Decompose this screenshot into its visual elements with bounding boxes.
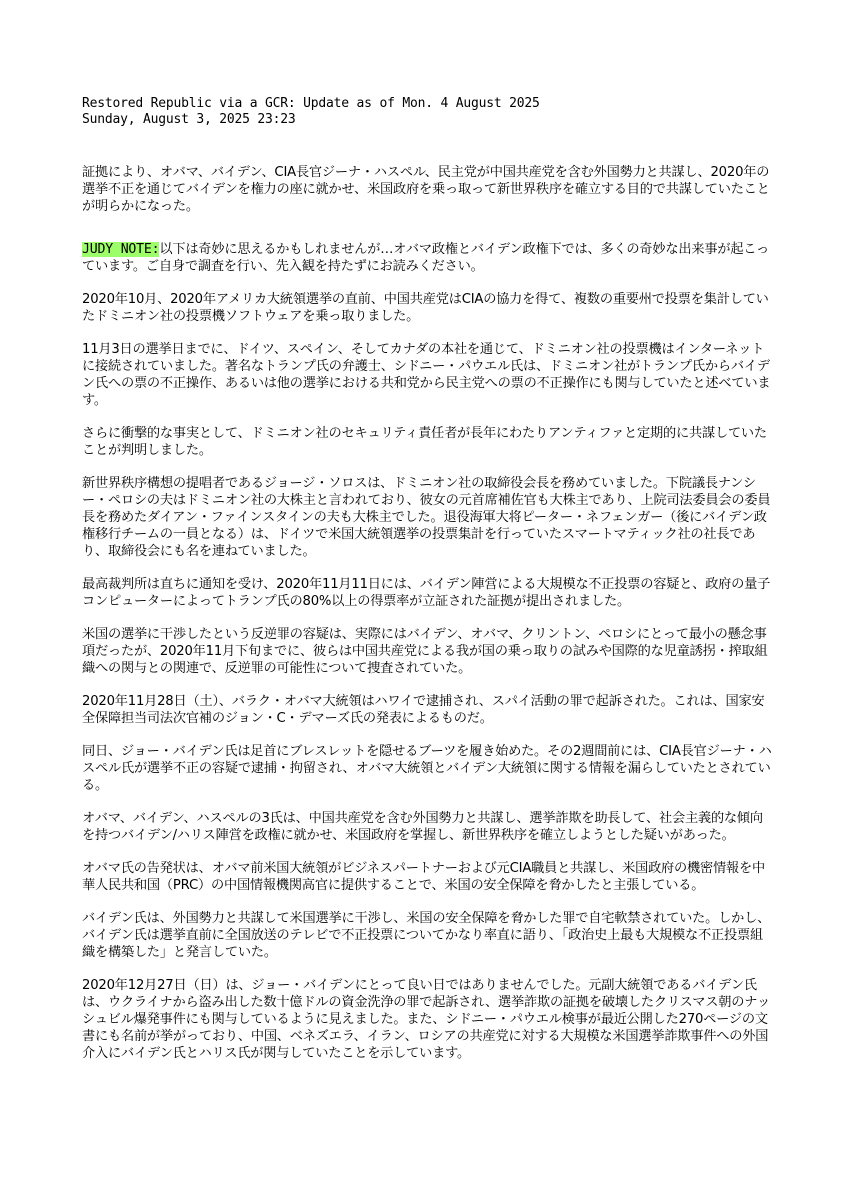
body-paragraph: オバマ、バイデン、ハスペルの3氏は、中国共産党を含む外国勢力と共謀し、選挙詐欺を助長して、社会主義的な傾向を持つバイデン/ハリス陣営を政権に就かせ、米国政府を掌握し、新世界秩序を確立しようとした疑いがあった。 xyxy=(82,811,763,843)
body-paragraph: 2020年10月、2020年アメリカ大統領選挙の直前、中国共産党はCIAの協力を得て、複数の重要州で投票を集計していたドミニオン社の投票機ソフトウェアを乗っ取りました。 xyxy=(82,292,769,324)
document-page xyxy=(82,96,772,1078)
body-paragraph: さらに衝撃的な事実として、ドミニオン社のセキュリティ責任者が長年にわたりアンティファと定期的に共謀していたことが判明しました。 xyxy=(82,426,767,458)
judy-note-paragraph xyxy=(82,241,772,275)
document-date: Sunday, August 3, 2025 23:23 xyxy=(82,112,296,127)
judy-note-label: JUDY NOTE: xyxy=(82,242,160,257)
intro-paragraph: 証拠により、オバマ、バイデン、CIA長官ジーナ・ハスペル、民主党が中国共産党を含む外国勢力と共謀し、2020年の選挙不正を通じてバイデンを権力の座に就かせ、米国政府を乗っ取って新世界秩序を確立する目的で共謀していたことが明らかになった。 xyxy=(82,165,770,214)
body-paragraph: 11月3日の選挙日までに、ドイツ、スペイン、そしてカナダの本社を通じて、ドミニオン社の投票機はインターネットに接続されていました。著名なトランプ氏の弁護士、シドニー・パウエル氏は、ドミニオン社がトランプ氏からバイデン氏への票の不正操作、あるいは他の選挙における共和党から民主党への票の不正操作にも関与していたと述べています。 xyxy=(82,342,771,408)
body-paragraph: 同日、ジョー・バイデン氏は足首にブレスレットを隠せるブーツを履き始めた。その2週間前には、CIA長官ジーナ・ハスペル氏が選挙不正の容疑で逮捕・拘留され、オバマ大統領とバイデン大統領に関する情報を漏らしていたとされている。 xyxy=(82,744,772,793)
body-paragraph: バイデン氏は、外国勢力と共謀して米国選挙に干渉し、米国の安全保障を脅かした罪で自宅軟禁されていた。しかし、バイデン氏は選挙直前に全国放送のテレビで不正投票についてかなり率直に語り、「政治史上最も大規模な不正投票組織を構築した」と発言していた。 xyxy=(82,911,771,960)
judy-note-text: 以下は奇妙に思えるかもしれませんが…オバマ政権とバイデン政権下では、多くの奇妙な出来事が起こっています。ご自身で調査を行い、先入観を持たずにお読みください。 xyxy=(82,242,770,274)
body-paragraph: オバマ氏の告発状は、オバマ前米国大統領がビジネスパートナーおよび元CIA職員と共謀し、米国政府の機密情報を中華人民共和国（PRC）の中国情報機関高官に提供することで、米国の安全保障を脅かしたと主張している。 xyxy=(82,861,765,893)
body-paragraph: 新世界秩序構想の提唱者であるジョージ・ソロスは、ドミニオン社の取締役会長を務めていました。下院議長ナンシー・ペロシの夫はドミニオン社の大株主と言われており、彼女の元首席補佐官も大株主であり、上院司法委員会の委員長を務めたダイアン・ファインスタインの夫も大株主でした。退役海軍大将ピーター・ネフェンガー（後にバイデン政権移行チームの一員となる）は、ドイツで米国大統領選挙の投票集計を行っていたスマートマティック社の社長であり、取締役会にも名を連ねていました。 xyxy=(82,476,771,559)
body-paragraph: 2020年12月27日（日）は、ジョー・バイデンにとって良い日ではありませんでした。元副大統領であるバイデン氏は、ウクライナから盗み出した数十億ドルの資金洗浄の罪で起訴され、選挙詐欺の証拠を破壊したクリスマス朝のナッシュビル爆発事件にも関与しているように見えました。また、シドニー・パウエル検事が最近公開した270ページの文書にも名前が挙がっており、中国、ベネズエラ、イラン、ロシアの共産党に対する大規模な米国選挙詐欺事件への外国介入にバイデン氏とハリス氏が関与していたことを示しています。 xyxy=(82,978,770,1061)
document-title: Restored Republic via a GCR: Update as of Mon. 4 August 2025 xyxy=(82,96,540,111)
header-spacer xyxy=(82,128,772,164)
body-paragraph: 2020年11月28日（土）、バラク・オバマ大統領はハワイで逮捕され、スパイ活動の罪で起訴された。これは、国家安全保障担当司法次官補のジョン・C・デマーズ氏の発表によるものだ。 xyxy=(82,694,765,726)
body-paragraph: 最高裁判所は直ちに通知を受け、2020年11月11日には、バイデン陣営による大規模な不正投票の容疑と、政府の量子コンピューターによってトランプ氏の80%以上の得票率が立証された証拠が提出されました。 xyxy=(82,577,771,609)
body-paragraph: 米国の選挙に干渉したという反逆罪の容疑は、実際にはバイデン、オバマ、クリントン、ペロシにとって最小の懸念事項だったが、2020年11月下旬までに、彼らは中国共産党による我が国の乗っ取りの試みや国際的な児童誘拐・搾取組織への関与との関連で、反逆罪の可能性について捜査されていた。 xyxy=(82,627,768,676)
